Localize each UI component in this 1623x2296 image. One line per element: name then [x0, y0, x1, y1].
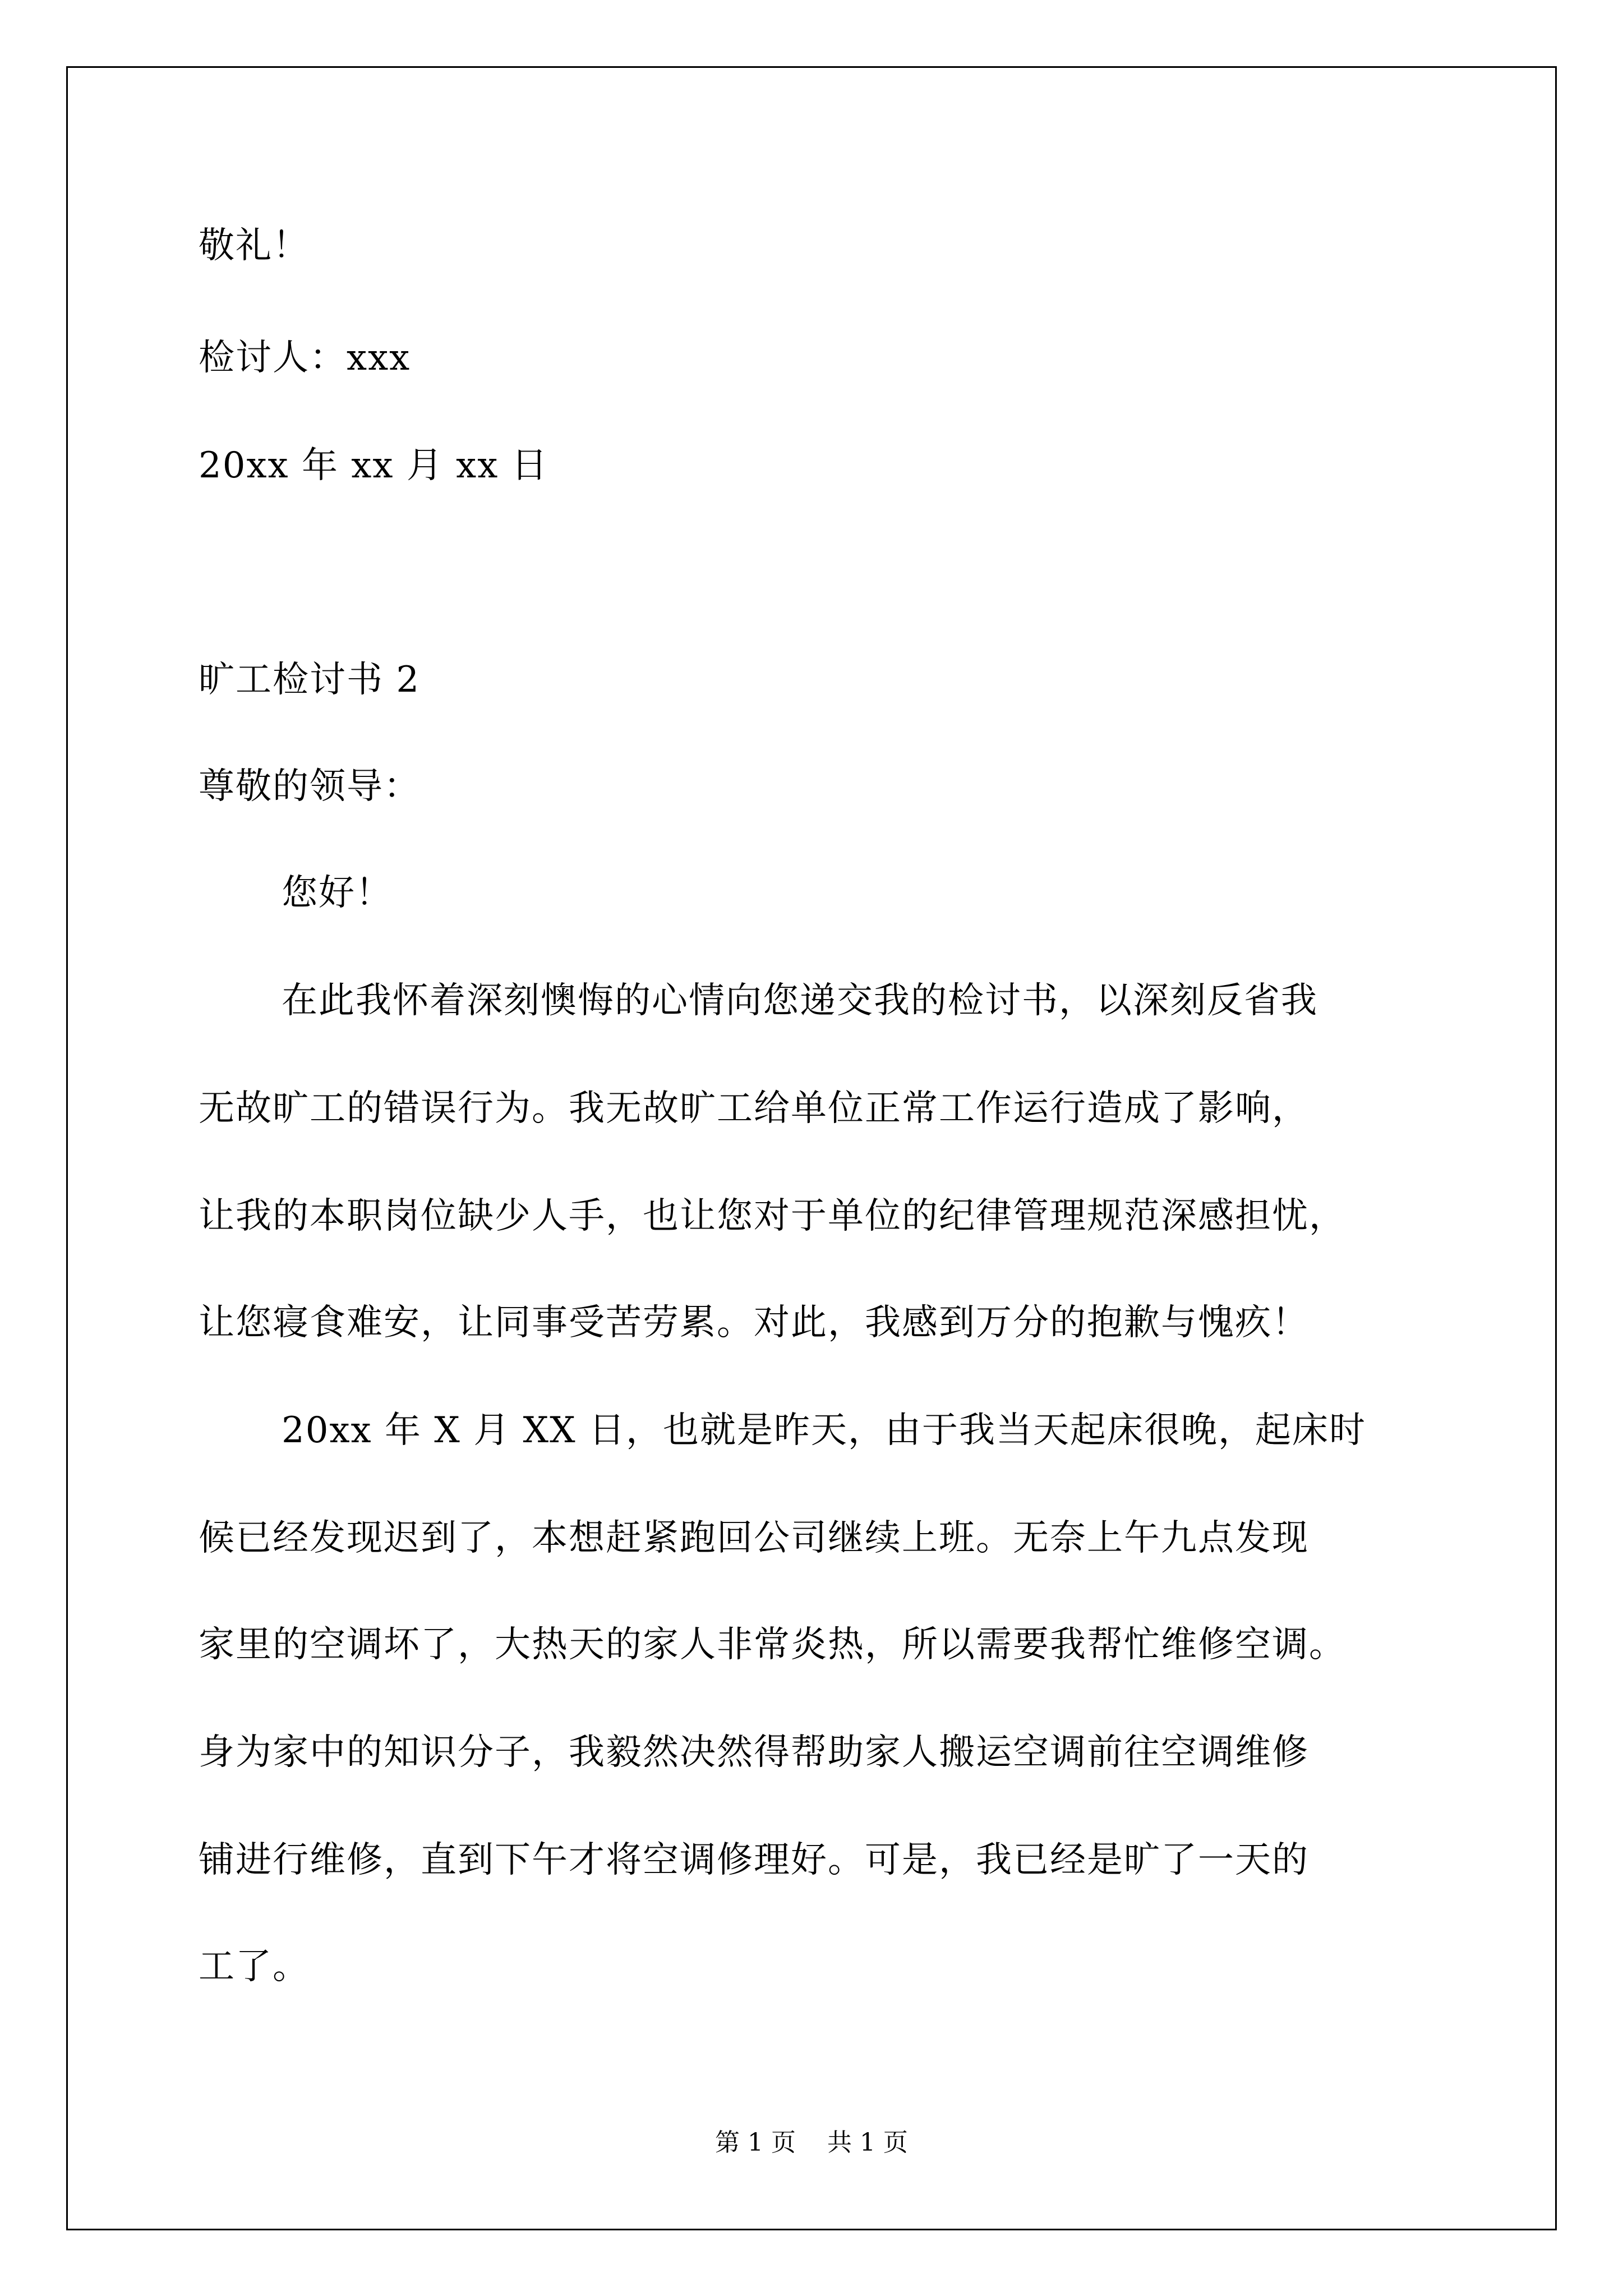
paragraph-2-line-3: 家里的空调坏了，大热天的家人非常炎热，所以需要我帮忙维修空调。	[199, 1624, 1346, 1665]
paragraph-2-line-5: 铺进行维修，直到下午才将空调修理好。可是，我已经是旷了一天的	[199, 1839, 1309, 1881]
greeting-line: 您好！	[282, 872, 393, 914]
signer-line: 检讨人：xxx	[199, 337, 411, 379]
closing-salutation: 敬礼！	[199, 225, 310, 266]
paragraph-1-line-1: 在此我怀着深刻懊悔的心情向您递交我的检讨书，以深刻反省我	[282, 980, 1318, 1022]
paragraph-1-line-3: 让我的本职岗位缺少人手，也让您对于单位的纪律管理规范深感担忧，	[199, 1195, 1346, 1237]
paragraph-2-line-2: 候已经发现迟到了，本想赶紧跑回公司继续上班。无奈上午九点发现	[199, 1517, 1309, 1559]
page-indicator: 第 1 页 共 1 页	[715, 2128, 908, 2157]
date-line: 20xx 年 xx 月 xx 日	[199, 445, 548, 486]
recipient-line: 尊敬的领导：	[199, 766, 421, 807]
paragraph-1-line-2: 无故旷工的错误行为。我无故旷工给单位正常工作运行造成了影响，	[199, 1088, 1309, 1129]
paragraph-1-line-4: 让您寝食难安，让同事受苦劳累。对此，我感到万分的抱歉与愧疚！	[199, 1302, 1309, 1343]
document-title: 旷工检讨书 2	[199, 659, 421, 701]
paragraph-2-line-1: 20xx 年 X 月 XX 日，也就是昨天，由于我当天起床很晚，起床时	[282, 1410, 1367, 1451]
paragraph-2-line-4: 身为家中的知识分子，我毅然决然得帮助家人搬运空调前往空调维修	[199, 1732, 1309, 1773]
page-border	[66, 66, 1557, 2230]
paragraph-2-line-6: 工了。	[199, 1946, 310, 1987]
